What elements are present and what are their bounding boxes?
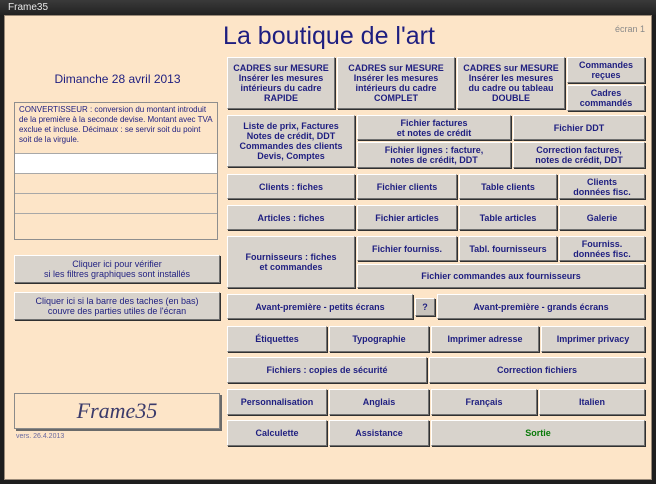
converter-field-4[interactable] (15, 213, 217, 233)
screen-label: écran 1 (614, 24, 645, 34)
tabl-fournisseurs-button[interactable]: Tabl. fournisseurs (459, 236, 557, 261)
etiquettes-button[interactable]: Étiquettes (227, 326, 327, 352)
window-title-bar (0, 0, 656, 15)
converter-description: CONVERTISSEUR : conversion du montant introduit de la première à la seconde devise. Montant avec TVA exclue et incluse. Décimaux : se servir soit du point soit de la virgule. (19, 105, 213, 144)
fichiers-copies-securite-button[interactable]: Fichiers : copies de sécurité (227, 357, 427, 383)
anglais-button[interactable]: Anglais (329, 389, 429, 415)
imprimer-privacy-button[interactable]: Imprimer privacy (541, 326, 645, 352)
converter-input-amount[interactable] (15, 153, 217, 173)
table-articles-button[interactable]: Table articles (459, 205, 557, 230)
main-window (4, 15, 652, 480)
calculette-button[interactable]: Calculette (227, 420, 327, 446)
clients-fiches-button[interactable]: Clients : fiches (227, 174, 355, 199)
app-title: La boutique de l'art (223, 22, 435, 50)
current-date: Dimanche 28 avril 2013 (54, 72, 181, 86)
clients-donnees-fisc-button[interactable]: Clients données fisc. (559, 174, 645, 199)
cadres-mesure-rapide-button[interactable]: CADRES sur MESURE Insérer les mesures intérieurs du cadre RAPIDE (227, 57, 335, 109)
commandes-recues-button[interactable]: Commandes reçues (567, 57, 645, 83)
fournisseurs-fiches-button[interactable]: Fournisseurs : fiches et commandes (227, 236, 355, 288)
liste-prix-factures-button[interactable]: Liste de prix, Factures Notes de crédit, DDT Commandes des clients Devis, Comptes (227, 115, 355, 167)
francais-button[interactable]: Français (431, 389, 537, 415)
galerie-button[interactable]: Galerie (559, 205, 645, 230)
assistance-button[interactable]: Assistance (329, 420, 429, 446)
typographie-button[interactable]: Typographie (329, 326, 429, 352)
avant-premiere-petits-button[interactable]: Avant-première - petits écrans (227, 294, 413, 319)
correction-fichiers-button[interactable]: Correction fichiers (429, 357, 645, 383)
fourniss-donnees-fisc-button[interactable]: Fourniss. données fisc. (559, 236, 645, 261)
personnalisation-button[interactable]: Personnalisation (227, 389, 327, 415)
fichier-lignes-button[interactable]: Fichier lignes : facture, notes de crédit, DDT (357, 142, 511, 168)
imprimer-adresse-button[interactable]: Imprimer adresse (431, 326, 539, 352)
window-title: Frame35 (8, 2, 49, 13)
italien-button[interactable]: Italien (539, 389, 645, 415)
fichier-articles-button[interactable]: Fichier articles (357, 205, 457, 230)
converter-field-2[interactable] (15, 173, 217, 193)
version-label: vers. 26.4.2013 (16, 433, 65, 440)
fichier-commandes-fournisseurs-button[interactable]: Fichier commandes aux fournisseurs (357, 264, 645, 288)
correction-factures-button[interactable]: Correction factures, notes de crédit, DDT (513, 142, 645, 168)
check-graphic-filters-button[interactable]: Cliquer ici pour vérifier si les filtres graphiques sont installés (14, 255, 220, 283)
converter-field-3[interactable] (15, 193, 217, 213)
frame35-logo: Frame35 (14, 393, 220, 429)
cadres-mesure-complet-button[interactable]: CADRES sur MESURE Insérer les mesures intérieurs du cadre COMPLET (337, 57, 455, 109)
avant-premiere-grands-button[interactable]: Avant-première - grands écrans (437, 294, 645, 319)
fichier-factures-button[interactable]: Fichier factures et notes de crédit (357, 115, 511, 140)
taskbar-check-button[interactable]: Cliquer ici si la barre des taches (en bas) couvre des parties utiles de l'écran (14, 292, 220, 320)
cadres-mesure-double-button[interactable]: CADRES sur MESURE Insérer les mesures du cadre ou tableau DOUBLE (457, 57, 565, 109)
cadres-commandes-button[interactable]: Cadres commandés (567, 85, 645, 111)
sortie-button[interactable]: Sortie (431, 420, 645, 446)
articles-fiches-button[interactable]: Articles : fiches (227, 205, 355, 230)
fichier-fourniss-button[interactable]: Fichier fourniss. (357, 236, 457, 261)
help-button[interactable]: ? (415, 298, 435, 316)
fichier-clients-button[interactable]: Fichier clients (357, 174, 457, 199)
table-clients-button[interactable]: Table clients (459, 174, 557, 199)
fichier-ddt-button[interactable]: Fichier DDT (513, 115, 645, 140)
currency-converter (14, 102, 218, 240)
